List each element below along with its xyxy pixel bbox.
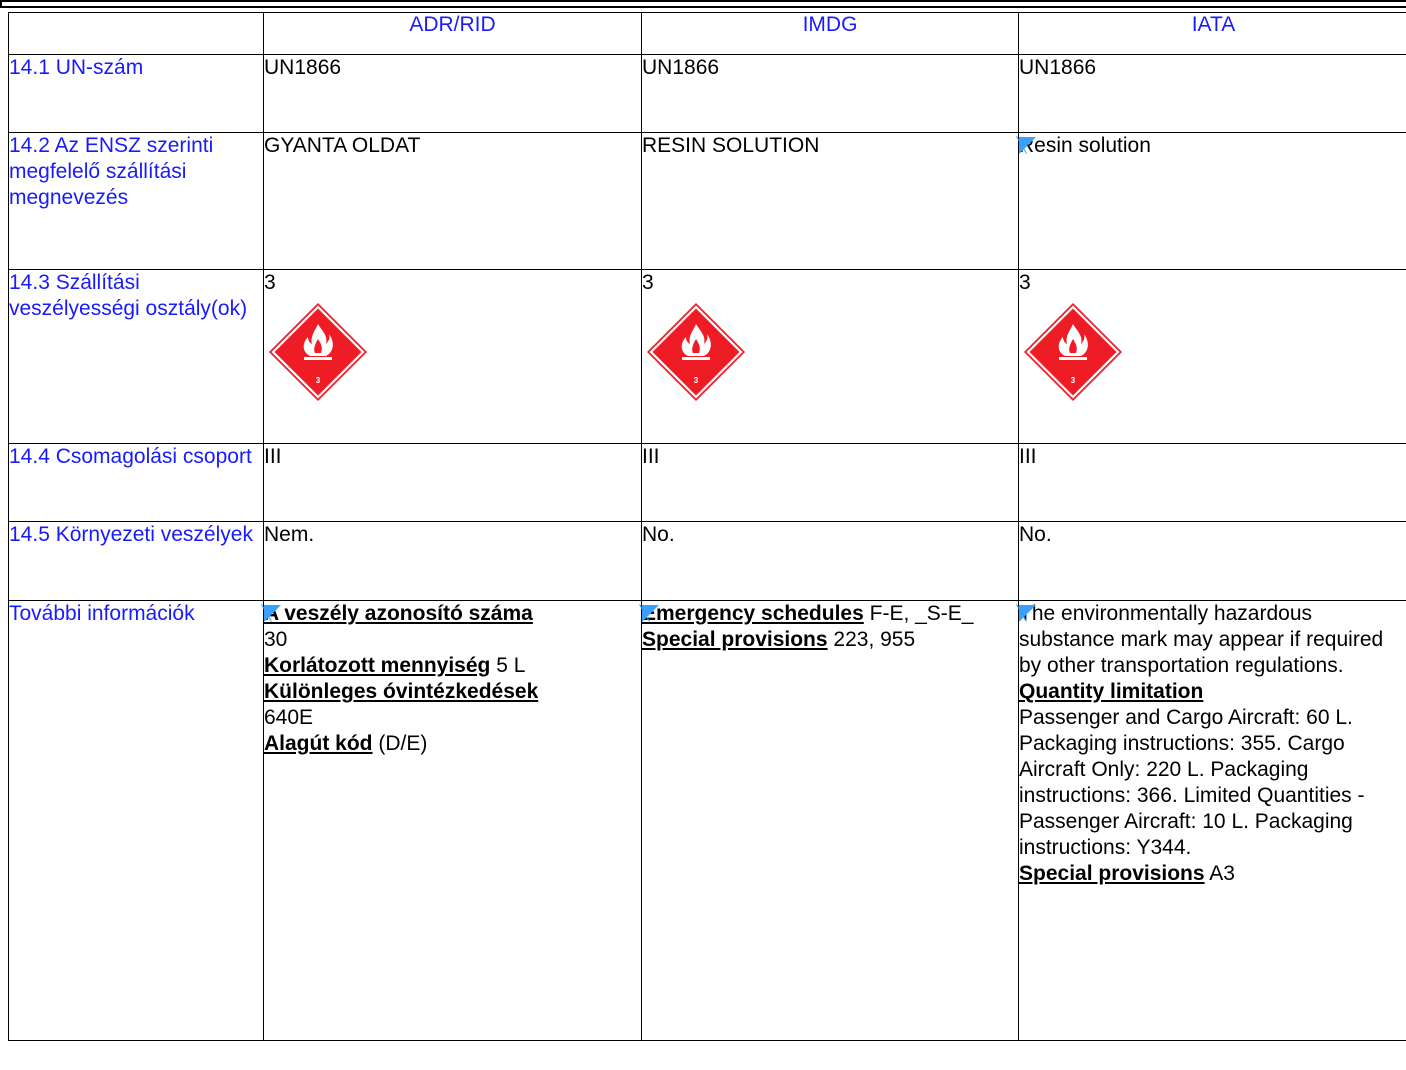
adr-hazard-id-label: A veszély azonosító száma	[264, 602, 533, 625]
adr-limited-qty-label: Korlátozott mennyiség	[264, 654, 491, 677]
flammable-liquid-pictogram-icon	[268, 302, 368, 402]
cell-iata-environmental-hazards: No.	[1019, 522, 1406, 601]
pictogram-class-number: 3	[315, 376, 321, 385]
iata-intro-text: The environmentally hazardous substance mark may appear if required by other transportation regulations.	[1019, 602, 1384, 677]
adr-special-value: 640E	[264, 706, 314, 729]
cell-imdg-additional-info	[642, 601, 1019, 1041]
row-label-un-number: 14.1 UN-szám	[9, 55, 264, 133]
cell-adr-shipping-name: GYANTA OLDAT	[264, 133, 642, 270]
page-top-rule	[0, 0, 1406, 2]
flammable-liquid-pictogram-icon	[1023, 302, 1123, 402]
cell-adr-environmental-hazards: Nem.	[264, 522, 642, 601]
cell-imdg-hazard-class	[642, 270, 1019, 444]
cell-iata-hazard-class	[1019, 270, 1406, 444]
row-label-shipping-name: 14.2 Az ENSZ szerinti megfelelő szállítási megnevezés	[9, 133, 264, 270]
cell-iata-additional-info	[1019, 601, 1406, 1041]
iata-shipping-name-text: Resin solution	[1019, 134, 1151, 157]
iata-class-value: 3	[1019, 271, 1031, 294]
row-packing-group	[9, 444, 1406, 522]
page-top-rule-inner	[0, 6, 1406, 8]
pictogram-class-number: 3	[1070, 376, 1076, 385]
header-imdg: IMDG	[642, 13, 1019, 55]
cell-adr-packing-group: III	[264, 444, 642, 522]
cell-imdg-packing-group: III	[642, 444, 1019, 522]
iata-special-value: A3	[1209, 862, 1235, 885]
row-label-packing-group: 14.4 Csomagolási csoport	[9, 444, 264, 522]
cell-iata-un-number: UN1866	[1019, 55, 1406, 133]
header-row	[9, 13, 1406, 55]
imdg-ems-value: F-E, _S-E_	[869, 602, 974, 625]
adr-hazard-id-value: 30	[264, 628, 288, 651]
cell-iata-shipping-name	[1019, 133, 1406, 270]
adr-class-value: 3	[264, 271, 276, 294]
header-iata: IATA	[1019, 13, 1406, 55]
pictogram-class-number: 3	[693, 376, 699, 385]
imdg-special-label: Special provisions	[642, 628, 828, 651]
adr-limited-qty-value: 5 L	[496, 654, 526, 677]
flammable-liquid-pictogram-icon	[646, 302, 746, 402]
cell-imdg-un-number: UN1866	[642, 55, 1019, 133]
imdg-special-value: 223, 955	[833, 628, 916, 651]
iata-qty-text: Passenger and Cargo Aircraft: 60 L. Packaging instructions: 355. Cargo Aircraft Only: 220 L. Packaging instructions: 366. Limited Quantities - Passenger Aircraft: 10 L. Packaging instructions: Y344.	[1019, 706, 1365, 859]
row-environmental-hazards	[9, 522, 1406, 601]
imdg-ems-label: Emergency schedules	[642, 602, 864, 625]
row-hazard-class	[9, 270, 1406, 444]
iata-qty-label: Quantity limitation	[1019, 680, 1204, 703]
row-label-environmental-hazards: 14.5 Környezeti veszélyek	[9, 522, 264, 601]
cell-adr-additional-info	[264, 601, 642, 1041]
imdg-class-value: 3	[642, 271, 654, 294]
adr-special-label: Különleges óvintézkedések	[264, 680, 539, 703]
iata-special-label: Special provisions	[1019, 862, 1205, 885]
cell-adr-un-number: UN1866	[264, 55, 642, 133]
cell-imdg-environmental-hazards: No.	[642, 522, 1019, 601]
header-adr-rid: ADR/RID	[264, 13, 642, 55]
row-label-hazard-class: 14.3 Szállítási veszélyességi osztály(ok)	[9, 270, 264, 444]
row-label-additional-info: További információk	[9, 601, 264, 1041]
cell-imdg-shipping-name: RESIN SOLUTION	[642, 133, 1019, 270]
row-un-number	[9, 55, 1406, 133]
row-shipping-name	[9, 133, 1406, 270]
adr-tunnel-value: (D/E)	[378, 732, 428, 755]
cell-adr-hazard-class	[264, 270, 642, 444]
page-corner-rule	[0, 0, 2, 8]
header-empty-cell	[9, 13, 264, 55]
adr-tunnel-label: Alagút kód	[264, 732, 373, 755]
row-additional-info	[9, 601, 1406, 1041]
transport-info-table	[8, 12, 1406, 1041]
cell-iata-packing-group: III	[1019, 444, 1406, 522]
